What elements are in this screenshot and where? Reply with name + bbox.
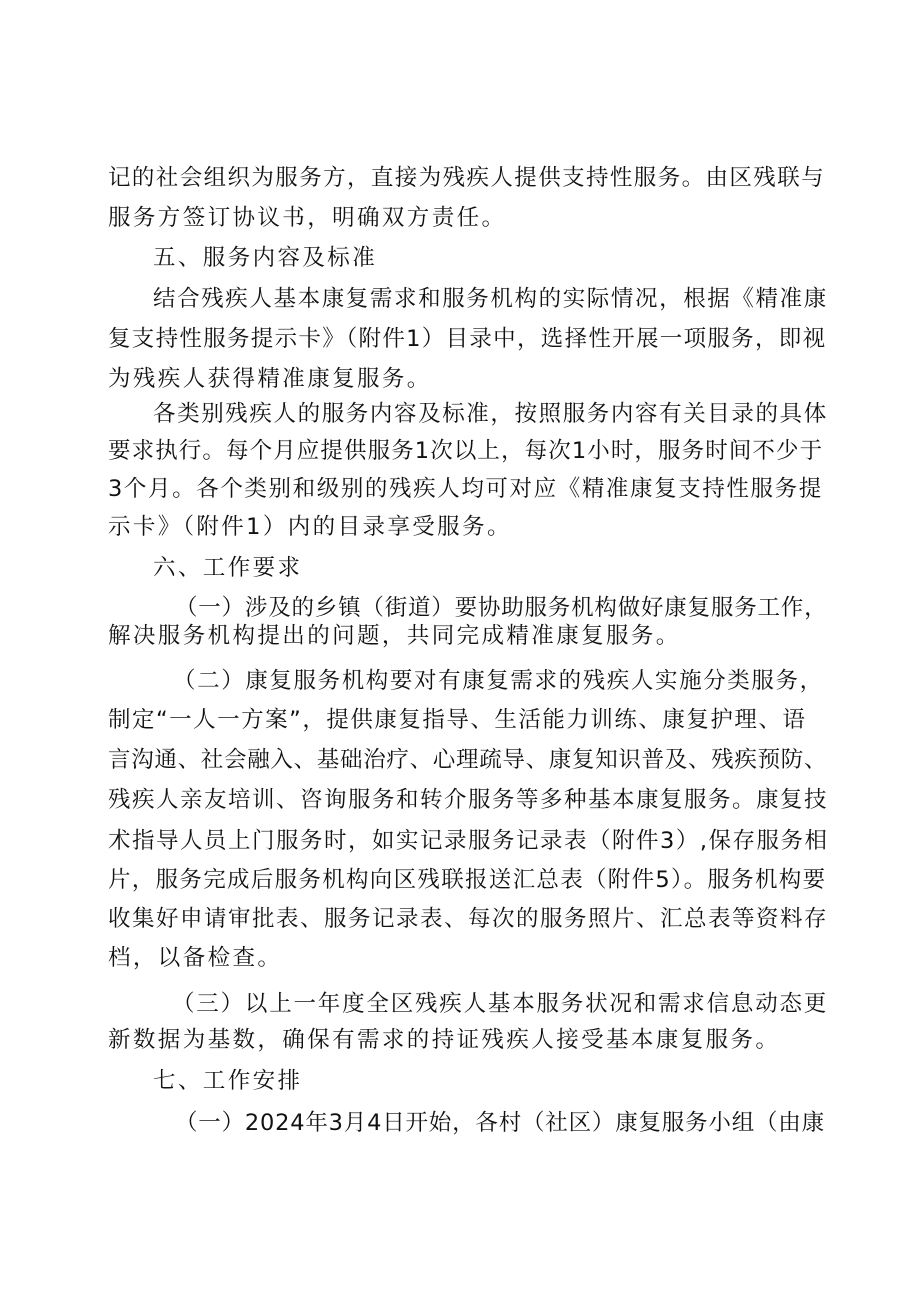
paragraph-line: 各类别残疾人的服务内容及标准，按照服务内容有关目录的具体	[153, 401, 828, 427]
paragraph-line: （一）涉及的乡镇（街道）要协助服务机构做好康复服务工作，	[175, 595, 828, 621]
paragraph-line: 残疾人亲友培训、咨询服务和转介服务等多种基本康复服务。康复技	[108, 787, 829, 813]
paragraph-line: （一）2024年3月4日开始，各村（社区）康复服务小组（由康	[175, 1110, 825, 1136]
paragraph-line: （二）康复服务机构要对有康复需求的残疾人实施分类服务，	[173, 668, 824, 694]
section-heading: 七、工作安排	[153, 1068, 303, 1094]
paragraph-line: 言沟通、社会融入、基础治疗、心理疏导、康复知识普及、残疾预防、	[108, 747, 828, 773]
paragraph-line: 结合残疾人基本康复需求和服务机构的实际情况，根据《精准康	[153, 286, 828, 312]
paragraph-line: 复支持性服务提示卡》（附件1）目录中，选择性开展一项服务，即视	[108, 326, 827, 352]
paragraph-line: 档，以备检查。	[108, 945, 283, 971]
paragraph-line: 解决服务机构提出的问题，共同完成精准康复服务。	[108, 623, 681, 649]
paragraph-line: 收集好申请审批表、服务记录表、每次的服务照片、汇总表等资料存	[108, 906, 829, 932]
paragraph-line: 片，服务完成后服务机构向区残联报送汇总表（附件5）。服务机构要	[108, 867, 827, 893]
paragraph-line: 为残疾人获得精准康复服务。	[108, 366, 432, 392]
paragraph-line: 要求执行。每个月应提供服务1次以上，每次1小时，服务时间不少于	[108, 438, 824, 464]
paragraph-line: 记的社会组织为服务方，直接为残疾人提供支持性服务。由区残联与	[108, 165, 826, 191]
paragraph-line: 服务方签订协议书，明确双方责任。	[108, 205, 507, 231]
paragraph-line: （三）以上一年度全区残疾人基本服务状况和需求信息动态更	[172, 991, 829, 1017]
paragraph-line: 3个月。各个类别和级别的残疾人均可对应《精准康复支持性服务提	[108, 476, 823, 502]
section-heading: 六、工作要求	[153, 555, 303, 581]
section-heading: 五、服务内容及标准	[153, 245, 378, 271]
paragraph-line: 术指导人员上门服务时，如实记录服务记录表（附件3）,保存服务相	[108, 828, 829, 854]
paragraph-line: 示卡》（附件1）内的目录享受服务。	[108, 514, 512, 540]
paragraph-line: 新数据为基数，确保有需求的持证残疾人接受基本康复服务。	[108, 1027, 781, 1053]
paragraph-line: 制定“一人一方案”，提供康复指导、生活能力训练、康复护理、语	[108, 707, 807, 733]
